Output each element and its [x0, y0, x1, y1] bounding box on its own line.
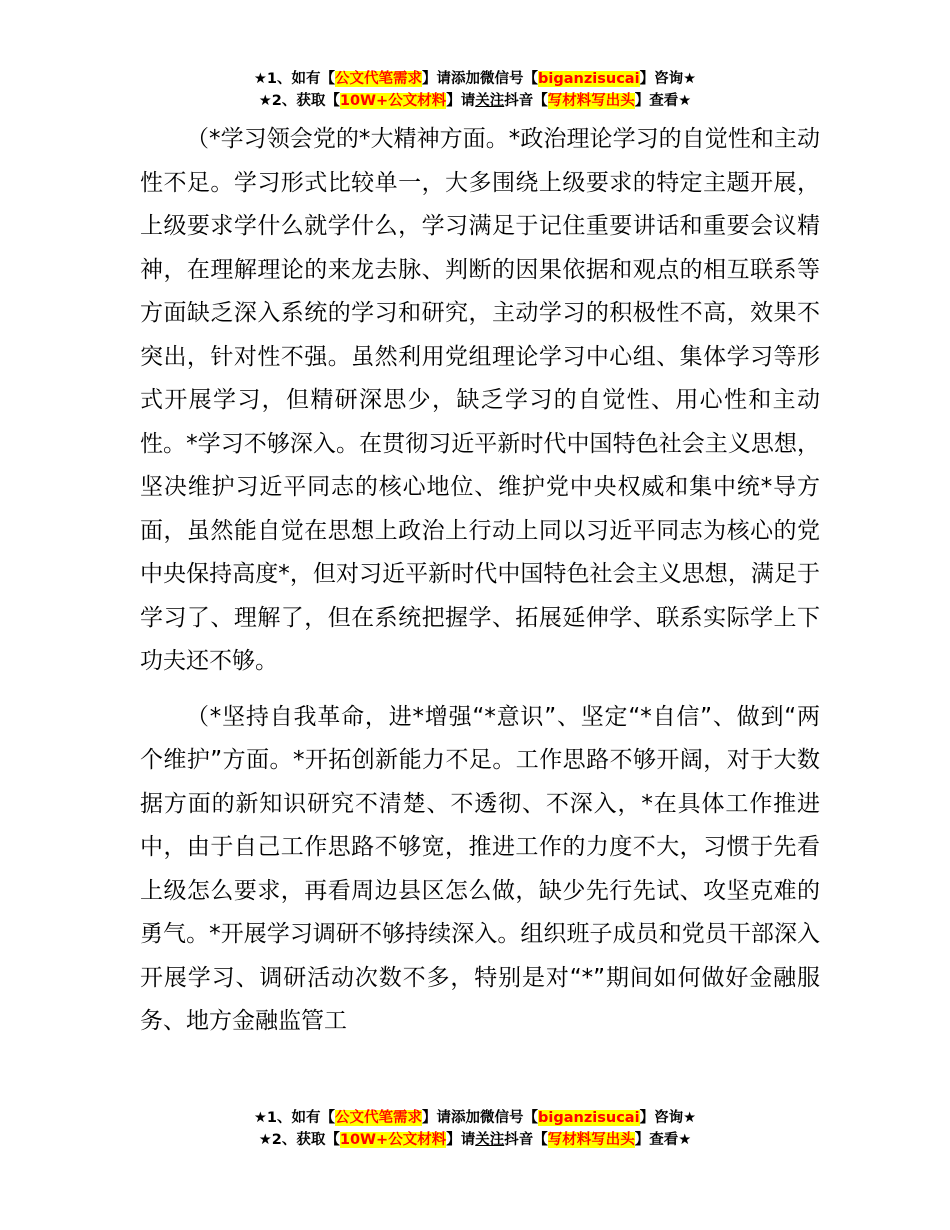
- banner-text: 】请: [446, 93, 476, 109]
- paragraph-1: （*学习领会党的*大精神方面。*政治理论学习的自觉性和主动性不足。学习形式比较单一，大多围绕上级要求的特定主题开展，上级要求学什么就学什么，学习满足于记住重要讲话和重要会议精神，在理解理论的来龙去脉、判断的因果依据和观点的相互联系等方面缺乏深入系统的学习和研究，主动学习的积极性不高，效果不突出，针对性不强。虽然利用党组理论学习中心组、集体学习等形式开展学习，但精研深思少，缺乏学习的自觉性、用心性和主动性。*学习不够深入。在贯彻习近平新时代中国特色社会主义思想，坚决维护习近平同志的核心地位、维护党中央权威和集中统*导方面，虽然能自觉在思想上政治上行动上同以习近平同志为核心的党中央保持高度*，但对习近平新时代中国特色社会主义思想，满足于学习了、理解了，但在系统把握学、拓展延伸学、联系实际学上下功夫还不够。: [140, 126, 820, 674]
- banner-highlight: 公文代笔需求: [335, 1110, 423, 1126]
- banner-text: ★2、获取【: [258, 1132, 340, 1148]
- document-body: [140, 118, 820, 1044]
- banner-text: ★2、获取【: [258, 93, 340, 109]
- banner-text: 】请: [446, 1132, 476, 1148]
- banner-highlight-wechat: biganzisucai: [538, 71, 640, 87]
- banner-underline: 关注: [475, 93, 505, 109]
- banner-highlight: 10W+公文材料: [339, 93, 447, 109]
- banner-underline: 关注: [475, 1132, 505, 1148]
- banner-text: 】请添加微信号【: [422, 71, 539, 87]
- banner-text: ★1、如有【: [253, 71, 336, 87]
- banner-text: ★1、如有【: [253, 1110, 336, 1126]
- banner-text: 抖音【: [504, 1132, 548, 1148]
- banner-text: 】请添加微信号【: [422, 1110, 539, 1126]
- banner-highlight-douyin: 写材料写出头: [547, 93, 635, 109]
- banner-highlight-wechat: biganzisucai: [538, 1110, 640, 1126]
- banner-text: 】咨询★: [639, 71, 697, 87]
- banner-line-1: [0, 68, 950, 90]
- banner-text: 】查看★: [634, 93, 692, 109]
- banner-line-2: [0, 1129, 950, 1151]
- banner-line-1: [0, 1107, 950, 1129]
- banner-highlight: 10W+公文材料: [339, 1132, 447, 1148]
- banner-text: 】查看★: [634, 1132, 692, 1148]
- footer-banner: [0, 1107, 950, 1151]
- banner-text: 抖音【: [504, 93, 548, 109]
- banner-text: 】咨询★: [639, 1110, 697, 1126]
- banner-highlight-douyin: 写材料写出头: [547, 1132, 635, 1148]
- header-banner: [0, 68, 950, 112]
- banner-highlight: 公文代笔需求: [335, 71, 423, 87]
- banner-line-2: [0, 90, 950, 112]
- paragraph-2: （*坚持自我革命，进*增强“*意识”、坚定“*自信”、做到“两个维护”方面。*开拓创新能力不足。工作思路不够开阔，对于大数据方面的新知识研究不清楚、不透彻、不深入，*在具体工作推进中，由于自己工作思路不够宽，推进工作的力度不大，习惯于先看上级怎么要求，再看周边县区怎么做，缺少先行先试、攻坚克难的勇气。*开展学习调研不够持续深入。组织班子成员和党员干部深入开展学习、调研活动次数不多，特别是对“*”期间如何做好金融服务、地方金融监管工: [140, 703, 820, 1034]
